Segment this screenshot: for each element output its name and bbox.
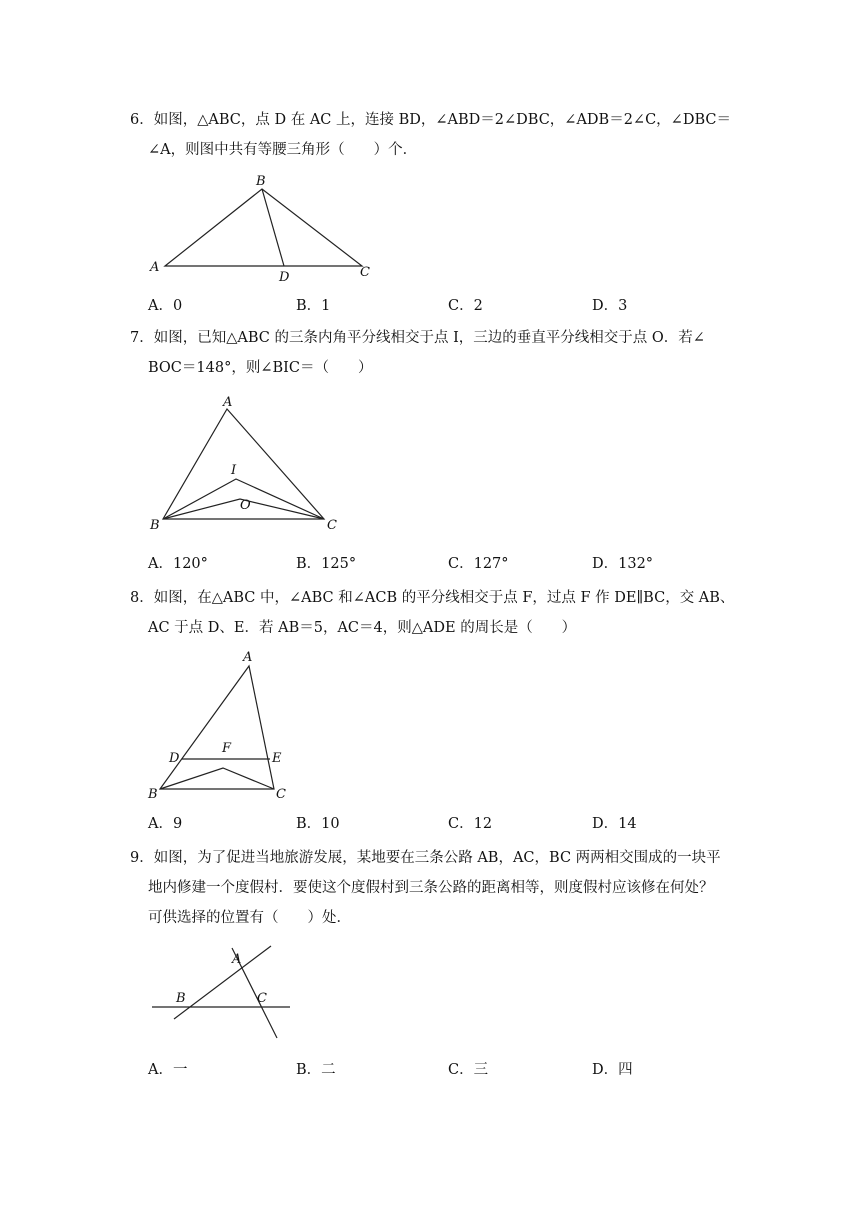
question-9-figure bbox=[140, 940, 300, 1045]
label-B: B bbox=[256, 174, 266, 189]
label-F: F bbox=[222, 741, 232, 756]
label-A: A bbox=[223, 395, 233, 410]
label-D: D bbox=[279, 270, 290, 285]
question-7-line-2: BOC＝148°，则∠BIC＝（ ） bbox=[148, 360, 373, 376]
question-9-line-1: 9．如图，为了促进当地旅游发展，某地要在三条公路 AB，AC，BC 两两相交围成的一块平 bbox=[130, 850, 721, 866]
label-A: A bbox=[243, 650, 253, 665]
label-B: B bbox=[148, 787, 158, 802]
label-C: C bbox=[257, 991, 267, 1006]
label-B: B bbox=[176, 991, 186, 1006]
question-7-option-a[interactable]: A．120° bbox=[148, 556, 208, 572]
question-7-line-1: 7．如图，已知△ABC 的三条内角平分线相交于点 I，三边的垂直平分线相交于点 O．若∠ bbox=[130, 330, 705, 346]
question-8-line-2: AC 于点 D、E．若 AB＝5，AC＝4，则△ADE 的周长是（ ） bbox=[148, 620, 577, 636]
question-6-option-b[interactable]: B．1 bbox=[296, 298, 331, 314]
question-6-option-d[interactable]: D．3 bbox=[592, 298, 628, 314]
question-7-figure bbox=[140, 392, 350, 537]
question-9-option-c[interactable]: C．三 bbox=[448, 1062, 489, 1078]
question-6-line-1: 6．如图，△ABC，点 D 在 AC 上，连接 BD，∠ABD＝2∠DBC，∠ADB＝2∠C，∠DBC＝ bbox=[130, 112, 731, 128]
label-B: B bbox=[150, 518, 160, 533]
label-O: O bbox=[240, 498, 251, 513]
question-8-option-a[interactable]: A．9 bbox=[148, 816, 183, 832]
question-8-option-c[interactable]: C．12 bbox=[448, 816, 493, 832]
question-7-option-d[interactable]: D．132° bbox=[592, 556, 654, 572]
question-9-line-3: 可供选择的位置有（ ）处． bbox=[148, 910, 351, 926]
question-8-option-b[interactable]: B．10 bbox=[296, 816, 340, 832]
question-9-option-b[interactable]: B．二 bbox=[296, 1062, 336, 1078]
question-9-line-2: 地内修建一个度假村．要使这个度假村到三条公路的距离相等，则度假村应该修在何处？ bbox=[148, 880, 714, 896]
question-6-figure bbox=[140, 170, 390, 285]
label-A: A bbox=[150, 260, 160, 275]
question-7-option-b[interactable]: B．125° bbox=[296, 556, 357, 572]
label-C: C bbox=[276, 787, 286, 802]
label-E: E bbox=[272, 751, 282, 766]
question-6-option-c[interactable]: C．2 bbox=[448, 298, 483, 314]
label-D: D bbox=[169, 751, 180, 766]
question-7-option-c[interactable]: C．127° bbox=[448, 556, 509, 572]
question-9-option-d[interactable]: D．四 bbox=[592, 1062, 633, 1078]
question-8-line-1: 8．如图，在△ABC 中，∠ABC 和∠ACB 的平分线相交于点 F，过点 F 作 DE∥BC，交 AB、 bbox=[130, 590, 735, 606]
label-C: C bbox=[327, 518, 337, 533]
question-8-figure bbox=[140, 645, 300, 810]
question-6-line-2: ∠A，则图中共有等腰三角形（ ）个． bbox=[148, 142, 418, 158]
label-A: A bbox=[232, 952, 242, 967]
question-6-option-a[interactable]: A．0 bbox=[148, 298, 183, 314]
question-9-option-a[interactable]: A．一 bbox=[148, 1062, 188, 1078]
question-8-option-d[interactable]: D．14 bbox=[592, 816, 637, 832]
label-C: C bbox=[360, 265, 370, 280]
label-I: I bbox=[231, 463, 237, 478]
